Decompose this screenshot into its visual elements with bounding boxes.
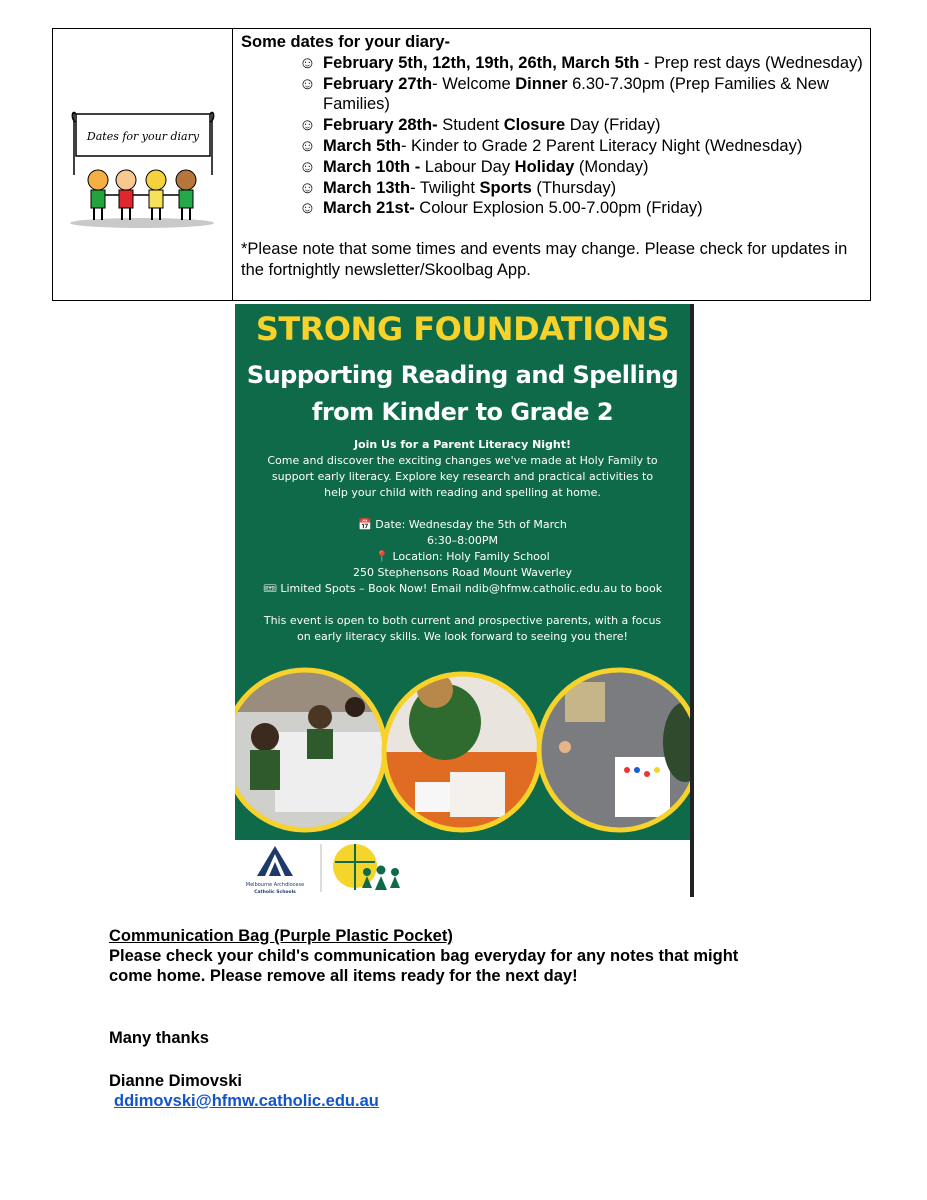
list-item: ☺ February 27th- Welcome Dinner 6.30-7.30pm (Prep Families & New Families) [299, 74, 829, 114]
smiley-icon: ☺ [299, 74, 316, 93]
communication-title: Communication Bag (Purple Plastic Pocket) [109, 927, 453, 945]
dates-list [241, 53, 870, 219]
smiley-icon: ☺ [299, 136, 316, 155]
svg-text:Catholic Schools: Catholic Schools [254, 890, 296, 895]
event-location: 📍 Location: Holy Family School [375, 550, 550, 563]
svg-text:Melbourne Archdiocese: Melbourne Archdiocese [245, 882, 305, 888]
literacy-night-flyer [235, 304, 690, 897]
holy-family-logo [333, 844, 400, 890]
smiley-icon: ☺ [299, 53, 316, 72]
flyer-subtitle-line2: from Kinder to Grade 2 [311, 398, 614, 426]
diary-text-cell [233, 29, 870, 300]
student-reading-photo [375, 662, 555, 840]
thanks-text: Many thanks [109, 1029, 209, 1047]
flyer-logo-strip [235, 840, 690, 897]
list-item: ☺ February 5th, 12th, 19th, 26th, March 5th - Prep rest days (Wednesday) [299, 53, 863, 72]
list-item: ☺ March 10th - Labour Day Holiday (Monday) [299, 157, 649, 176]
dates-table [52, 28, 871, 301]
diary-illustration-cell [53, 29, 233, 300]
flyer-photo-circles [235, 662, 690, 840]
diary-heading: Some dates for your diary- [241, 33, 451, 51]
list-item: ☺ February 28th- Student Closure Day (Friday) [299, 116, 661, 135]
flyer-intro: Come and discover the exciting changes we've made at Holy Family to support early literacy. Explore key research and practical activities to help your child with reading and spelling at home. [267, 454, 658, 499]
smiley-icon: ☺ [299, 157, 316, 176]
event-address: 250 Stephensons Road Mount Waverley [352, 566, 573, 579]
flyer-details [245, 517, 680, 597]
flyer-edge-bar [690, 304, 694, 897]
smiley-icon: ☺ [299, 178, 316, 197]
flyer-join-heading: Join Us for a Parent Literacy Night! [353, 438, 572, 451]
communication-line1: Please check your child's communication bag everyday for any notes that might [109, 947, 739, 965]
flyer-background [235, 304, 690, 840]
macs-logo [246, 846, 304, 895]
banner-caption: Dates for your diary [86, 129, 199, 143]
communication-section [109, 926, 738, 986]
event-time: 6:30–8:00PM [426, 534, 499, 547]
flyer-title: STRONG FOUNDATIONS [255, 310, 670, 348]
list-item: ☺ March 13th- Twilight Sports (Thursday) [299, 178, 617, 197]
list-item: ☺ March 5th- Kinder to Grade 2 Parent Literacy Night (Wednesday) [299, 136, 803, 155]
signer-email-link[interactable]: ddimovski@hfmw.catholic.edu.au [114, 1092, 379, 1110]
signer-name: Dianne Dimovski [109, 1072, 242, 1090]
dates-banner-illustration [68, 100, 218, 230]
smiley-icon: ☺ [299, 116, 316, 135]
signoff-block [109, 1071, 379, 1111]
event-date: 📅 Date: Wednesday the 5th of March [358, 518, 567, 531]
changes-note: *Please note that some times and events may change. Please check for updates in the fortnightly newsletter/Skoolbag App. [241, 240, 848, 279]
flyer-closing: This event is open to both current and prospective parents, with a focus on early literacy skills. We look forward to seeing you there! [263, 614, 662, 643]
event-booking: 🎟 Limited Spots – Book Now! Email ndib@hfmw.catholic.edu.au to book [262, 582, 663, 595]
smiley-icon: ☺ [299, 199, 316, 218]
list-item: ☺ March 21st- Colour Explosion 5.00-7.00pm (Friday) [299, 199, 703, 218]
flyer-subtitle-line1: Supporting Reading and Spelling [246, 361, 679, 389]
communication-line2: come home. Please remove all items ready for the next day! [109, 967, 578, 985]
